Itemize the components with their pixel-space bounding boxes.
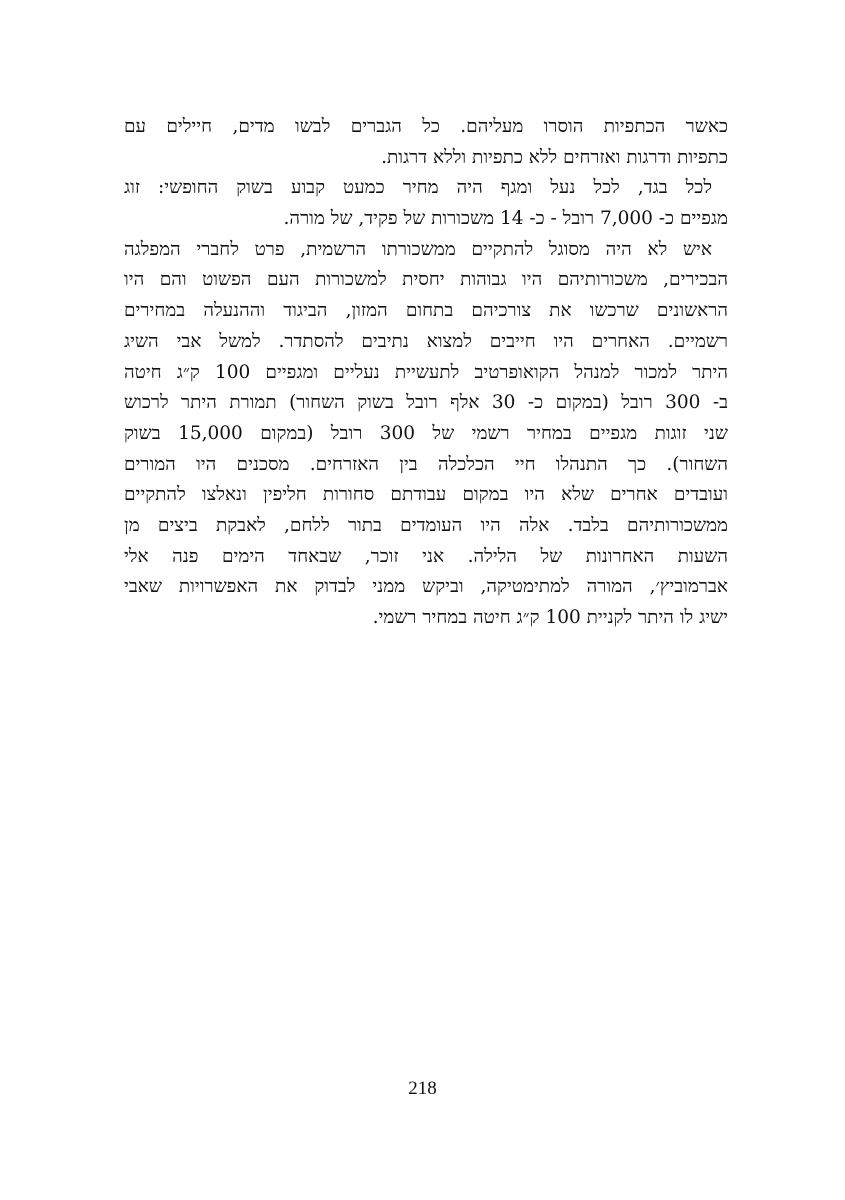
text-line: היתר למכור למנהל הקואופרטיב לתעשיית נעליים ומגפיים 100 ק״ג חיטה — [124, 361, 729, 383]
text-line: ממשכורותיהם בלבד. אלה היו העומדים בתור ללחם, לאבקת ביצים מן — [124, 514, 728, 536]
body-text — [124, 112, 728, 634]
text-line: איש לא היה מסוגל להתקיים ממשכורתו הרשמית, פרט לחברי המפלגה — [124, 238, 712, 260]
text-line: לכל בגד, לכל נעל ומגף היה מחיר כמעט קבוע בשוק החופשי: זוג — [124, 177, 712, 199]
text-line: כתפיות ודרגות ואזרחים ללא כתפיות וללא דרגות. — [381, 146, 728, 168]
text-line: ועובדים אחרים שלא היו במקום עבודתם סחורות חליפין ונאלצו להתקיים — [124, 484, 728, 506]
text-line: שני זוגות מגפיים במחיר רשמי של 300 רובל (במקום 15,000 בשוק — [124, 422, 728, 444]
text-line: רשמיים. האחרים היו חייבים למצוא נתיבים להסתדר. למשל אבי השיג — [124, 330, 728, 352]
text-line: הבכירים, משכורותיהם היו גבוהות יחסית למשכורות העם הפשוט והם היו — [124, 269, 728, 291]
text-line: מגפיים כ- 7,000 רובל - כ- 14 משכורות של פקיד, של מורה. — [283, 208, 728, 230]
text-line: כאשר הכתפיות הוסרו מעליהם. כל הגברים לבשו מדים, חיילים עם — [124, 116, 728, 137]
text-line: הראשונים שרכשו את צורכיהם בתחום המזון, הביגוד וההנעלה במחירים — [124, 300, 728, 322]
text-line: אברמוביץ׳, המורה למתימטיקה, וביקש ממני לבדוק את האפשרויות שאבי — [124, 576, 728, 598]
text-line: ב- 300 רובל (במקום כ- 30 אלף רובל בשוק השחור) תמורת היתר לרכוש — [124, 392, 728, 414]
page-number: 218 — [408, 1078, 437, 1099]
text-line: השחור). כך התנהלו חיי הכלכלה בין האזרחים. מסכנים היו המורים — [124, 453, 728, 475]
text-line: השעות האחרונות של הלילה. אני זוכר, שבאחד הימים פנה אלי — [124, 545, 728, 567]
text-line: ישיג לו היתר לקניית 100 ק״ג חיטה במחיר רשמי. — [372, 607, 728, 628]
